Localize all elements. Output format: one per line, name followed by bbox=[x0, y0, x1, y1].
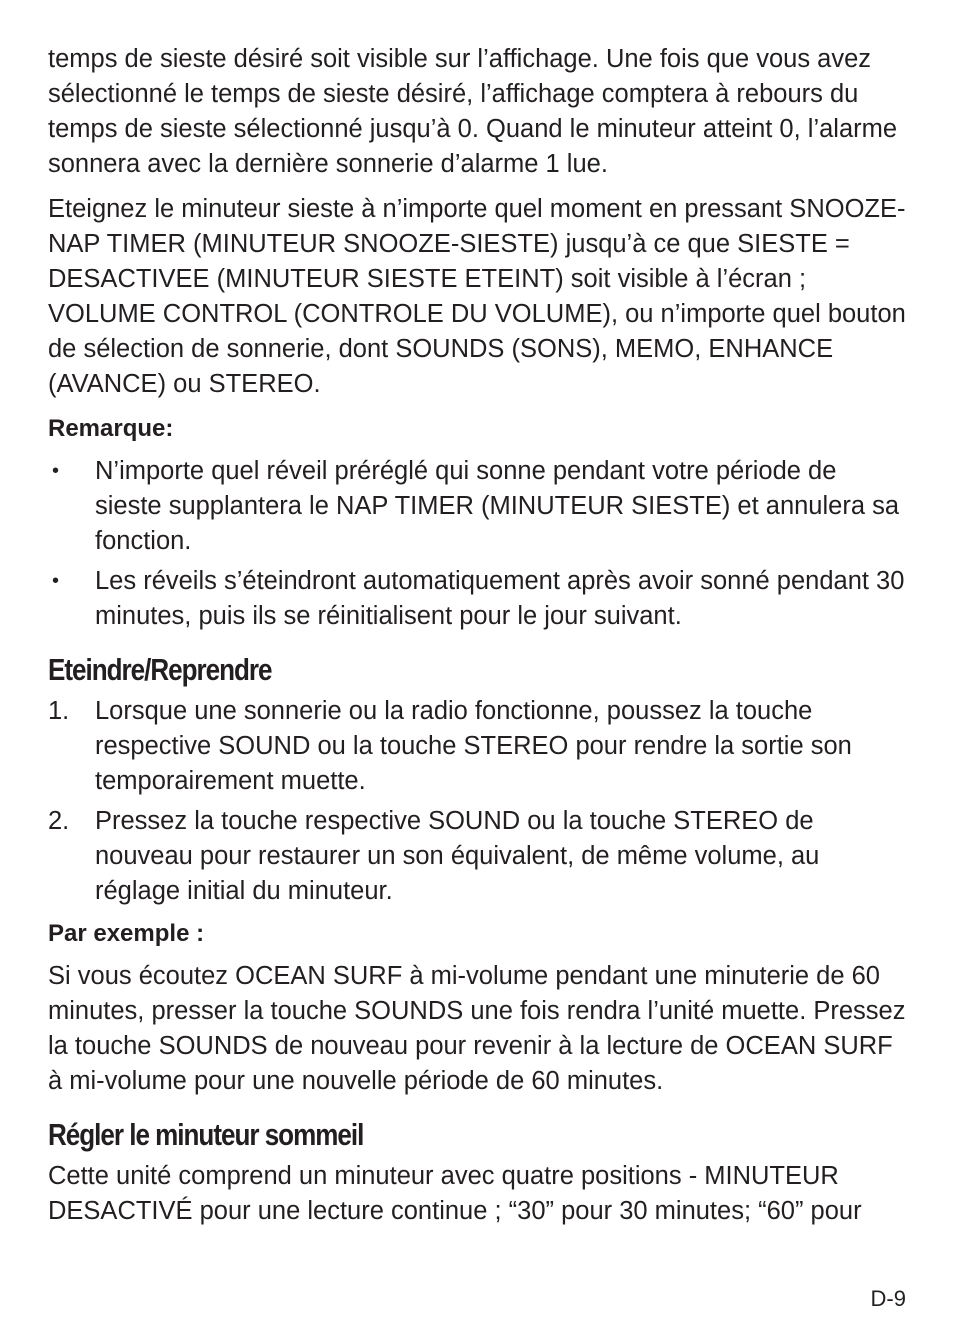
step-number: 2. bbox=[48, 807, 70, 835]
page-number: D-9 bbox=[870, 1286, 906, 1311]
heading-eteindre-reprendre: Eteindre/Reprendre bbox=[48, 652, 272, 687]
bullet-icon: • bbox=[52, 460, 60, 482]
step-text: Lorsque une sonnerie ou la radio fonctionne, poussez la touche respective SOUND ou la touche STEREO pour rendre la sortie son temporairement muette. bbox=[95, 697, 852, 795]
list-item bbox=[48, 804, 910, 909]
list-item bbox=[48, 564, 910, 634]
example-paragraph: Si vous écoutez OCEAN SURF à mi-volume pendant une minuterie de 60 minutes, presser la touche SOUNDS une fois rendra l’unité muette. Pressez la touche SOUNDS de nouveau pour revenir à la lecture de OCEAN SURF à mi-volume pour une nouvelle période de 60 minutes. bbox=[48, 962, 906, 1095]
example-label: Par exemple : bbox=[48, 920, 205, 947]
paragraph-sieste-countdown: temps de sieste désiré soit visible sur l’affichage. Une fois que vous avez sélectionné le temps de sieste désiré, l’affichage comptera à rebours du temps de sieste sélectionné jusqu’à 0. Quand le minuteur atteint 0, l’alarme sonnera avec la dernière sonnerie d’alarme 1 lue. bbox=[48, 45, 898, 178]
remarque-label: Remarque: bbox=[48, 415, 174, 442]
heading-minuteur-sommeil: Régler le minuteur sommeil bbox=[48, 1117, 364, 1152]
remarque-list bbox=[48, 454, 910, 634]
step-text: Pressez la touche respective SOUND ou la touche STEREO de nouveau pour restaurer un son équivalent, de même volume, au réglage initial du minuteur. bbox=[95, 807, 820, 905]
minuteur-paragraph: Cette unité comprend un minuteur avec quatre positions - MINUTEUR DESACTIVÉ pour une lecture continue ; “30” pour 30 minutes; “60” pour bbox=[48, 1162, 862, 1225]
document-page bbox=[48, 42, 910, 1239]
list-item bbox=[48, 694, 910, 799]
bullet-icon: • bbox=[52, 570, 60, 592]
list-item bbox=[48, 454, 910, 559]
paragraph-sieste-off: Eteignez le minuteur sieste à n’importe quel moment en pressant SNOOZE-NAP TIMER (MINUTEUR SNOOZE-SIESTE) jusqu’à ce que SIESTE = DESACTIVEE (MINUTEUR SIESTE ETEINT) soit visible à l’écran ; VOLUME CONTROL (CONTROLE DU VOLUME), ou n’importe quel bouton de sélection de sonnerie, dont SOUNDS (SONS), MEMO, ENHANCE (AVANCE) ou STEREO. bbox=[48, 195, 906, 398]
step-number: 1. bbox=[48, 697, 70, 725]
eteindre-steps-list bbox=[48, 694, 910, 909]
list-item-text: Les réveils s’éteindront automatiquement après avoir sonné pendant 30 minutes, puis ils se réinitialisent pour le jour suivant. bbox=[95, 567, 905, 630]
list-item-text: N’importe quel réveil préréglé qui sonne pendant votre période de sieste supplantera le NAP TIMER (MINUTEUR SIESTE) et annulera sa fonction. bbox=[95, 457, 900, 555]
